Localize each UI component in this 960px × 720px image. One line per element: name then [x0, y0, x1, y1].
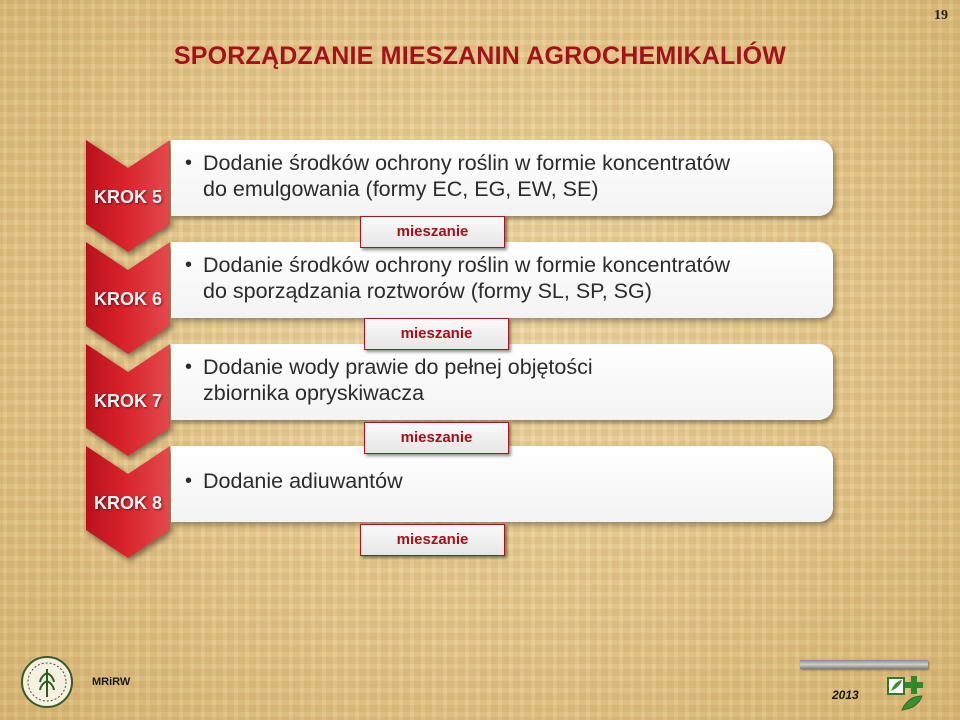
- bullet-icon: •: [185, 470, 193, 492]
- footer-year: 2013: [832, 688, 859, 702]
- org-abbreviation: MRiRW: [92, 676, 131, 688]
- mixing-label: mieszanie: [360, 524, 505, 556]
- leaf-cross-icon: [884, 672, 926, 714]
- mixing-label: mieszanie: [364, 422, 509, 454]
- bullet-icon: •: [185, 254, 193, 276]
- step-box-6: [171, 242, 833, 318]
- step-box-8: [171, 446, 833, 522]
- step-chevron-5: [86, 140, 170, 252]
- page-number: 19: [934, 8, 948, 23]
- step-box-7: [171, 344, 833, 420]
- step-label-5: KROK 5: [93, 187, 162, 207]
- step-chevron-8: [86, 446, 170, 558]
- step-label-8: KROK 8: [93, 493, 162, 513]
- step-text-8: Dodanie adiuwantów: [203, 469, 403, 493]
- bullet-icon: •: [185, 356, 193, 378]
- step-text-6: Dodanie środków ochrony roślin w formie koncentratów do sporządzania roztworów (formy SL, SP, SG): [203, 253, 730, 303]
- step-label-7: KROK 7: [93, 391, 162, 411]
- step-text-7: Dodanie wody prawie do pełnej objętości zbiornika opryskiwacza: [203, 355, 593, 405]
- decorative-bar: [800, 660, 928, 669]
- slide-title: SPORZĄDZANIE MIESZANIN AGROCHEMIKALIÓW: [173, 42, 787, 70]
- step-text-5: Dodanie środków ochrony roślin w formie koncentratów do emulgowania (formy EC, EG, EW, SE): [203, 151, 730, 201]
- mixing-label: mieszanie: [364, 318, 509, 350]
- step-label-6: KROK 6: [93, 289, 162, 309]
- step-chevron-6: [86, 242, 170, 354]
- step-chevron-7: [86, 344, 170, 456]
- mixing-label: mieszanie: [360, 216, 505, 248]
- bullet-icon: •: [185, 152, 193, 174]
- ministry-seal-icon: [14, 655, 80, 709]
- step-box-5: [171, 140, 833, 216]
